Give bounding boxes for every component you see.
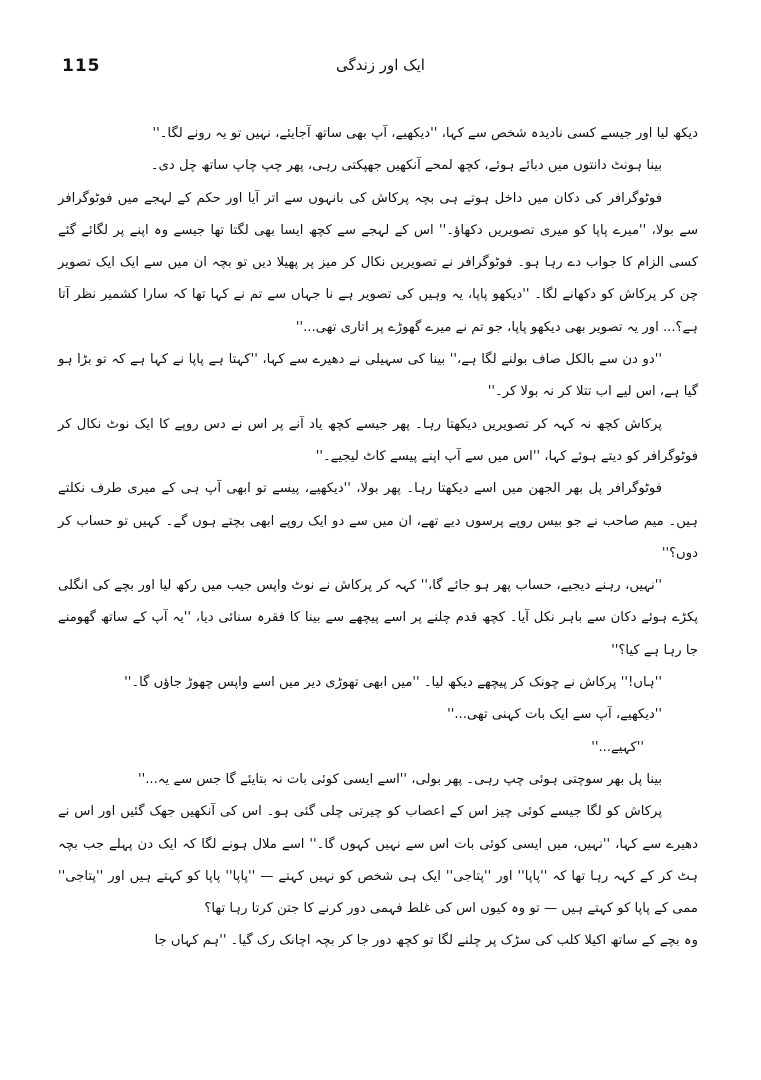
body-text xyxy=(58,118,698,1068)
paragraph: بینا پل بھر سوچتی ہوئی چپ رہی۔ پھر بولی، ''اسے ایسی کوئی بات نہ بتایئے گا جس سے یہ...'' xyxy=(137,771,662,787)
paragraph: پرکاش کچھ نہ کہہ کر تصویریں دیکھتا رہا۔ پھر جیسے کچھ یاد آنے پر اس نے دس روپے کا ایک نوٹ نکال کر فوٹوگرافر کو دیتے ہوئے کہا، ''اس میں سے آپ اپنے پیسے کاٹ لیجیے۔'' xyxy=(58,416,698,464)
paragraph: ''دیکھیے، آپ سے ایک بات کہنی تھی...'' xyxy=(447,707,662,723)
paragraph: ''نہیں، رہنے دیجیے، حساب پھر ہو جائے گا،'' کہہ کر پرکاش نے نوٹ واپس جیب میں رکھ لیا اور بچے کی انگلی پکڑے ہوئے دکان سے باہر نکل آیا۔ کچھ قدم چلنے پر اسے پیچھے سے بینا کا فقرہ سنائی دیا، ''یہ آپ کے ساتھ گھومنے جا رہا ہے کیا؟'' xyxy=(58,578,698,658)
running-title: ایک اور زندگی xyxy=(336,56,425,74)
page-number: 115 xyxy=(62,56,101,76)
paragraph: بینا ہونٹ دانتوں میں دبائے ہوئے، کچھ لمحے آنکھیں جھپکتی رہی، پھر چپ چاپ ساتھ چل دی۔ xyxy=(150,158,662,174)
paragraph: دیکھ لیا اور جیسے کسی نادیدہ شخص سے کہا، ''دیکھیے، آپ بھی ساتھ آجایئے، نہیں تو یہ رونے لگا۔'' xyxy=(152,126,698,141)
paragraph: ''کہیے...'' xyxy=(591,739,644,755)
paragraph: پرکاش کو لگا جیسے کوئی چیز اس کے اعصاب کو چیرتی چلی گئی ہو۔ اس کی آنکھیں جھک گئیں اور اس نے دھیرے سے کہا، ''نہیں، میں ایسی کوئی بات اس سے نہیں کہوں گا۔'' اسے ملال ہونے لگا کہ ایک دن پہلے جب بچہ ہٹ کر کے کہہ رہا تھا کہ ''پاپا'' اور ''پتاجی'' ایک ہی شخص کو نہیں کہتے — ''پاپا'' پاپا کو کہتے ہیں اور ''پتاجی'' ممی کے پاپا کو کہتے ہیں — تو وہ کیوں اس کی غلط فہمی دور کرنے کا جتن کرتا رہا تھا؟ xyxy=(58,804,698,917)
paragraph: فوٹوگرافر پل بھر الجھن میں اسے دیکھتا رہا۔ پھر بولا، ''دیکھیے، پیسے تو ابھی آپ ہی کے میری طرف نکلتے ہیں۔ میم صاحب نے جو بیس روپے پرسوں دیے تھے، ان میں سے دو ایک روپے ابھی بچتے ہوں گے۔ کہیں تو حساب کر دوں؟'' xyxy=(58,481,698,561)
paragraph: ''ہاں!'' پرکاش نے چونک کر پیچھے دیکھ لیا۔ ''میں ابھی تھوڑی دیر میں اسے واپس چھوڑ جاؤں گا۔'' xyxy=(124,675,662,691)
paragraph: وہ بچے کے ساتھ اکیلا کلب کی سڑک پر چلنے لگا تو کچھ دور جا کر بچہ اچانک رک گیا۔ ''ہم کہاں جا xyxy=(154,933,698,949)
paragraph: فوٹوگرافر کی دکان میں داخل ہوتے ہی بچہ پرکاش کی بانہوں سے اتر آیا اور حکم کے لہجے میں فوٹوگرافر سے بولا، ''میرے پاپا کو میری تصویریں دکھاؤ۔'' اس کے لہجے سے کچھ ایسا بھی لگتا تھا جیسے وہ اپنے پر لگائے گئے کسی الزام کا جواب دے رہا ہو۔ فوٹوگرافر نے تصویریں نکال کر میز پر پھیلا دیں تو بچہ ان میں سے ایک ایک تصویر چن کر پرکاش کو دکھانے لگا۔ ''دیکھو پاپا، یہ وہیں کی تصویر ہے نا جہاں سے تم نے کہا تھا کہ سارا کشمیر نظر آتا ہے؟... اور یہ تصویر بھی دیکھو پاپا، جو تم نے میرے گھوڑے پر اتاری تھی...'' xyxy=(58,190,698,335)
paragraph: ''دو دن سے بالکل صاف بولنے لگا ہے،'' بینا کی سہیلی نے دھیرے سے کہا، ''کہتا ہے پاپا نے کہا ہے کہ تو بڑا ہو گیا ہے، اس لیے اب تتلا کر نہ بولا کر۔'' xyxy=(58,352,698,400)
